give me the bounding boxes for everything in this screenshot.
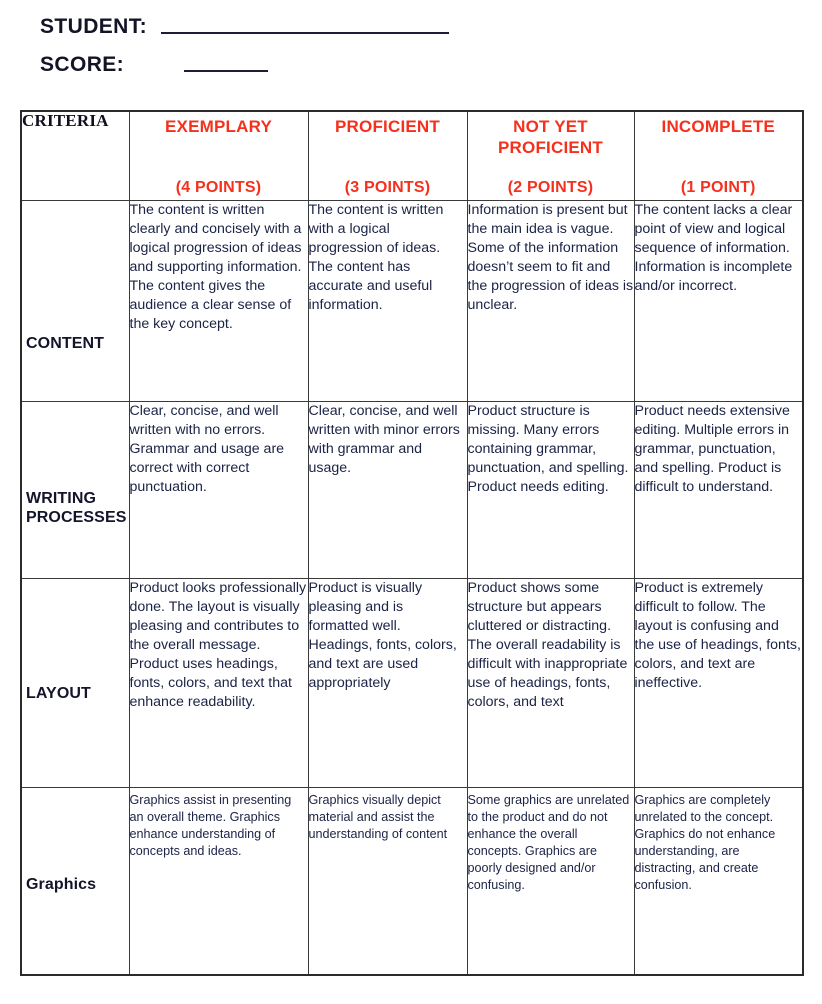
header-incomplete-title: INCOMPLETE — [661, 117, 775, 136]
document-header-fields — [40, 16, 780, 92]
criterion-label-graphics: Graphics — [26, 876, 97, 893]
header-not-yet-proficient-points: (2 POINTS) — [507, 179, 594, 196]
cell-layout-incomplete: Product is extremely difficult to follow. The layout is confusing and the use of headings, fonts, colors, and text are ineffective. — [634, 579, 803, 788]
student-label: STUDENT: — [40, 15, 148, 38]
cell-writing-processes-exemplary: Clear, concise, and well written with no errors. Grammar and usage are correct with correct punctuation. — [129, 402, 308, 579]
criterion-label-content: CONTENT — [26, 335, 105, 352]
criterion-cell-layout — [21, 579, 129, 788]
table-row — [21, 201, 803, 402]
cell-writing-processes-incomplete: Product needs extensive editing. Multiple errors in grammar, punctuation, and spelling. Product is difficult to understand. — [634, 402, 803, 579]
header-proficient-title: PROFICIENT — [335, 117, 440, 136]
cell-layout-proficient: Product is visually pleasing and is formatted well. Headings, fonts, colors, and text are used appropriately — [308, 579, 467, 788]
score-label: SCORE: — [40, 53, 125, 76]
score-blank-line[interactable] — [184, 69, 268, 72]
criterion-cell-graphics — [21, 788, 129, 976]
table-header-row — [21, 111, 803, 201]
cell-writing-processes-not-yet-proficient: Product structure is missing. Many errors containing grammar, punctuation, and spelling. Product needs editing. — [467, 402, 634, 579]
cell-layout-not-yet-proficient: Product shows some structure but appears cluttered or distracting. The overall readability is difficult with inappropriate use of headings, fonts, colors, and text — [467, 579, 634, 788]
criterion-cell-writing-processes — [21, 402, 129, 579]
header-cell-exemplary — [129, 111, 308, 201]
rubric-table-container — [20, 110, 802, 976]
header-exemplary-title: EXEMPLARY — [165, 117, 272, 136]
header-incomplete-points: (1 POINT) — [680, 179, 756, 196]
cell-graphics-proficient: Graphics visually depict material and assist the understanding of content — [308, 788, 467, 976]
cell-content-proficient: The content is written with a logical progression of ideas. The content has accurate and useful information. — [308, 201, 467, 402]
header-cell-incomplete — [634, 111, 803, 201]
cell-content-exemplary: The content is written clearly and concisely with a logical progression of ideas and supporting information. The content gives the audience a clear sense of the key concept. — [129, 201, 308, 402]
cell-content-not-yet-proficient: Information is present but the main idea is vague. Some of the information doesn’t seem to fit and the progression of ideas is unclear. — [467, 201, 634, 402]
student-blank-line[interactable] — [161, 31, 449, 34]
table-row — [21, 402, 803, 579]
header-exemplary-points: (4 POINTS) — [175, 179, 262, 196]
table-row — [21, 788, 803, 976]
header-not-yet-proficient-title: NOT YET PROFICIENT — [498, 117, 603, 158]
rubric-table — [20, 110, 804, 976]
table-row — [21, 579, 803, 788]
score-field-row — [40, 54, 780, 75]
header-cell-criteria — [21, 111, 129, 201]
cell-layout-exemplary: Product looks professionally done. The layout is visually pleasing and contributes to the overall message. Product uses headings, fonts, colors, and text that enhance readability. — [129, 579, 308, 788]
criterion-label-layout: LAYOUT — [26, 685, 91, 702]
header-criteria-label: CRITERIA — [22, 111, 109, 130]
cell-graphics-exemplary: Graphics assist in presenting an overall theme. Graphics enhance understanding of concepts and ideas. — [129, 788, 308, 976]
criterion-cell-content — [21, 201, 129, 402]
cell-graphics-incomplete: Graphics are completely unrelated to the concept. Graphics do not enhance understanding, are distracting, and create confusion. — [634, 788, 803, 976]
header-cell-proficient — [308, 111, 467, 201]
criterion-label-writing-processes: WRITING PROCESSES — [26, 490, 127, 526]
header-cell-not-yet-proficient — [467, 111, 634, 201]
cell-writing-processes-proficient: Clear, concise, and well written with minor errors with grammar and usage. — [308, 402, 467, 579]
header-proficient-points: (3 POINTS) — [344, 179, 431, 196]
student-field-row — [40, 16, 780, 37]
cell-graphics-not-yet-proficient: Some graphics are unrelated to the product and do not enhance the overall concepts. Graphics are poorly designed and/or confusing. — [467, 788, 634, 976]
cell-content-incomplete: The content lacks a clear point of view and logical sequence of information. Information is incomplete and/or incorrect. — [634, 201, 803, 402]
